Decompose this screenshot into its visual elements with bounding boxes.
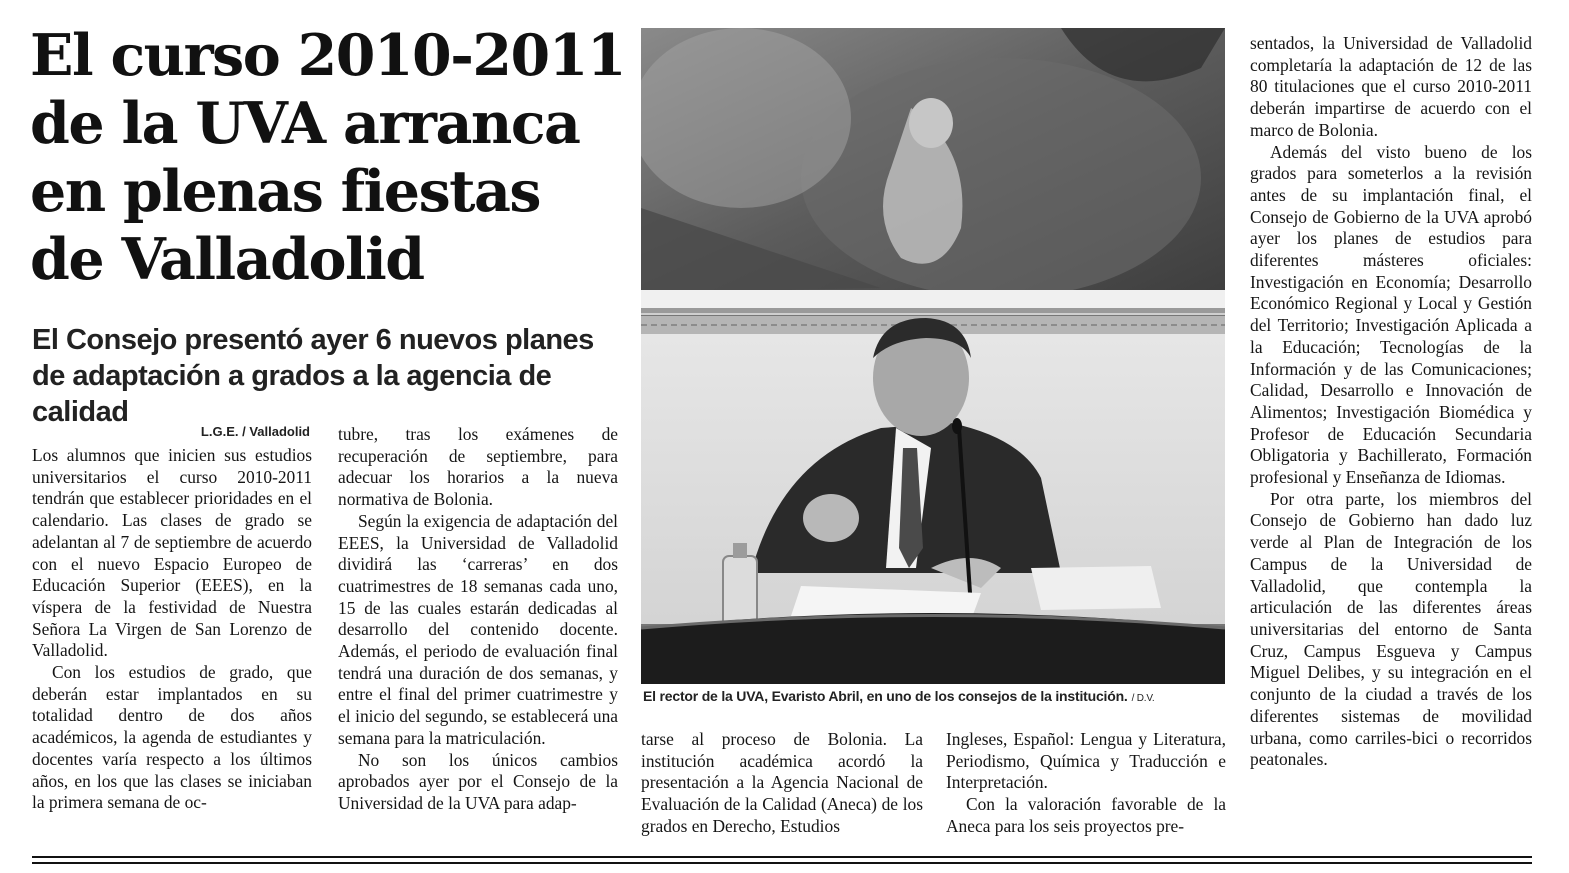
photo-caption-text: El rector de la UVA, Evaristo Abril, en uno de los consejos de la institución. <box>643 688 1128 704</box>
photo-credit: / D.V. <box>1131 693 1155 704</box>
article-column-1 <box>32 445 312 814</box>
bottom-rule <box>32 856 1532 858</box>
paragraph: Por otra parte, los miembros del Consejo de Gobierno han dado luz verde al Plan de Integración de los Campus de la Universidad de Valladolid, que contempla la articulación de las diferentes áreas universitarias del entorno de Santa Cruz, Campus Esgueva y Campus Miguel Delibes, y su integración en el conjunto de la ciudad a través de los diferentes sistemas de movilidad urbana, como carriles-bici o recorridos peatonales. <box>1250 488 1532 770</box>
article-column-2 <box>338 424 618 815</box>
paragraph: Según la exigencia de adaptación del EEES, la Universidad de Valladolid dividirá las ‘carreras’ en dos cuatrimestres de 18 semanas cada uno, 15 de las cuales estarán dedicadas al desarrollo del contenido docente. Además, el periodo de evaluación final tendrá una duración de dos semanas, y entre el final del primer cuatrimestre y el inicio del segundo, se establecerá una semana para la matriculación. <box>338 510 618 748</box>
paragraph: sentados, la Universidad de Valladolid completaría la adaptación de 12 de las 80 titulaciones que el curso 2010-2011 deberán impartirse de acuerdo con el marco de Bolonia. <box>1250 33 1532 140</box>
photo-illustration <box>641 28 1225 684</box>
paragraph: tarse al proceso de Bolonia. La institución académica acordó la presentación a la Agencia Nacional de Evaluación de la Calidad (Aneca) de los grados en Derecho, Estudios <box>641 729 923 836</box>
paragraph: Los alumnos que inicien sus estudios universitarios el curso 2010-2011 tendrán que establecer prioridades en el calendario. Las clases de grado se adelantan al 7 de septiembre de acuerdo con el nuevo Espacio Europeo de Educación Superior (EEES), en la víspera de la festividad de Nuestra Señora La Virgen de San Lorenzo de Valladolid. <box>32 445 312 661</box>
paragraph: Además del visto bueno de los grados para someterlos a la revisión antes de su implantación final, el Consejo de Gobierno de la UVA aprobó ayer los planes de estudios para diferentes másteres oficiales: Investigación en Economía; Desarrollo Económico Regional y Local y Gestión del Territorio; Investigación Aplicada a la Educación; Tecnologías de la Información y de las Comunicaciones; Calidad, Desarrollo e Innovación de Alimentos; Investigación Biomédica y Profesor de Educación Secundaria Obligatoria y Bachillerato, Formación profesional y Enseñanza de Idiomas. <box>1250 141 1532 488</box>
article-photo <box>641 28 1225 684</box>
bottom-rule <box>32 862 1532 864</box>
article-column-4 <box>946 729 1226 838</box>
article-column-5 <box>1250 33 1532 771</box>
article-column-3 <box>641 729 923 838</box>
photo-caption <box>643 688 1243 704</box>
paragraph: Con la valoración favorable de la Aneca para los seis proyectos pre- <box>946 794 1226 836</box>
paragraph: Con los estudios de grado, que deberán estar implantados en su totalidad dentro de dos años académicos, la agenda de estudiantes y docentes varía respecto a los últimos años, en los que las clases se iniciaban la primera semana de oc- <box>32 662 312 813</box>
paragraph: tubre, tras los exámenes de recuperación de septiembre, para adecuar los horarios a la nueva normativa de Bolonia. <box>338 424 618 510</box>
byline: L.G.E. / Valladolid <box>200 424 310 439</box>
paragraph: Ingleses, Español: Lengua y Literatura, Periodismo, Química y Traducción e Interpretación. <box>946 729 1226 793</box>
headline: El curso 2010-2011 de la UVA arranca en plenas fiestas de Valladolid <box>30 22 626 293</box>
subheadline: El Consejo presentó ayer 6 nuevos planes de adaptación a grados a la agencia de calidad <box>32 324 594 428</box>
paragraph: No son los únicos cambios aprobados ayer por el Consejo de la Universidad de la UVA para adap- <box>338 749 618 813</box>
